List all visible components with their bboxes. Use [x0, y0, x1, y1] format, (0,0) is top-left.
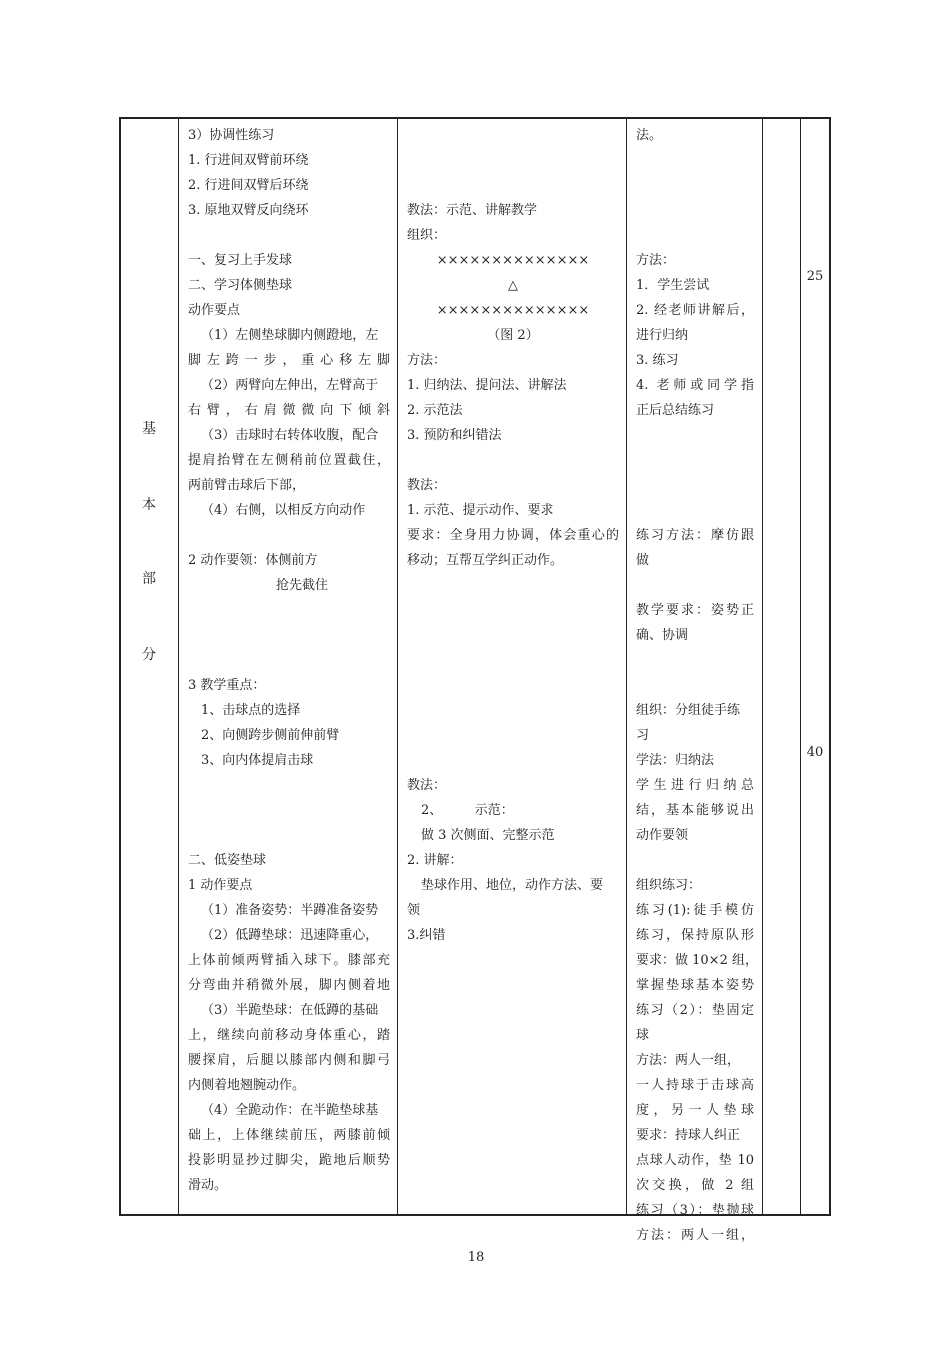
table-divider — [626, 117, 627, 1216]
text-line: 提肩抬臂在左侧稍前位置截住， — [188, 453, 390, 468]
text-line — [188, 223, 390, 248]
text-line: （2）两臂向左伸出，左臂高于 — [201, 378, 379, 393]
text-line: 方法：两人一组， — [636, 1053, 741, 1068]
time-cell: 40 — [806, 745, 824, 760]
text-line — [636, 173, 754, 198]
text-line: 1. 示范、提示动作、要求 — [407, 503, 554, 518]
text-line: 础上，上体继续前压，两膝前倾 — [188, 1128, 390, 1143]
text-line: 滑动。 — [188, 1178, 228, 1193]
text-line: 二、学习体侧垫球 — [188, 278, 293, 293]
text-line: 结，基本能够说出 — [636, 803, 754, 818]
text-line: 度，另一人垫球 — [636, 1103, 754, 1118]
text-line: （3）半跪垫球：在低蹲的基础 — [201, 1003, 379, 1018]
text-line: （4）右侧，以相反方向动作 — [201, 503, 366, 518]
text-line: 一人持球于击球高 — [636, 1078, 754, 1093]
method-column — [407, 123, 619, 948]
text-line — [188, 823, 390, 848]
text-line: 3 教学重点： — [188, 678, 266, 693]
text-line: 内侧着地翘腕动作。 — [188, 1078, 306, 1093]
text-line: 要求：做 10×2 组， — [636, 953, 758, 968]
text-line — [407, 698, 619, 723]
text-line: 一、复习上手发球 — [188, 253, 293, 268]
text-line — [407, 123, 619, 148]
text-line: 4. 老师或同学指 — [636, 378, 754, 393]
text-line — [636, 423, 754, 448]
text-line: 学生进行归纳总 — [636, 778, 754, 793]
text-line: 2. 讲解： — [407, 853, 463, 868]
text-line: 3. 预防和纠错法 — [407, 428, 502, 443]
text-line: 1、击球点的选择 — [201, 703, 301, 718]
text-line — [636, 223, 754, 248]
text-line — [636, 848, 754, 873]
text-line: 1. 归纳法、提问法、讲解法 — [407, 378, 567, 393]
text-line: 法。 — [636, 128, 663, 143]
text-line: 练习（2）：垫固定 — [636, 1003, 754, 1018]
section-label-char: 基 — [142, 421, 156, 437]
text-line — [188, 523, 390, 548]
text-line: △ — [508, 278, 518, 293]
text-line: 要求：全身用力协调，体会重心的 — [407, 528, 619, 543]
table-divider — [178, 117, 179, 1216]
text-line: 上体前倾两臂插入球下。膝部充 — [188, 953, 390, 968]
text-line — [636, 648, 754, 673]
text-line: 练习，保持原队形 — [636, 928, 754, 943]
text-line: 练习方法：摩仿跟 — [636, 528, 754, 543]
text-line — [407, 598, 619, 623]
text-line: 要求：持球人纠正 — [636, 1128, 741, 1143]
text-line: ×××××××××××××× — [436, 253, 590, 268]
text-line: 2、 示范： — [421, 803, 514, 818]
text-line: 1 动作要点 — [188, 878, 253, 893]
text-line — [636, 148, 754, 173]
text-line: 习 — [636, 728, 650, 743]
text-line: 2 动作要领：体侧前方 — [188, 553, 318, 568]
text-line: 3、向内体提肩击球 — [201, 753, 314, 768]
text-line: 正后总结练习 — [636, 403, 715, 418]
content-column — [188, 123, 390, 1198]
text-line: 两前臂击球后下部， — [188, 478, 306, 493]
text-line — [407, 148, 619, 173]
text-line: 二、低姿垫球 — [188, 853, 267, 868]
text-line: 教法： — [407, 778, 447, 793]
text-line: 3.纠错 — [407, 928, 446, 943]
text-line — [407, 623, 619, 648]
text-line: 动作要点 — [188, 303, 241, 318]
section-label-char: 分 — [142, 647, 156, 663]
text-line — [407, 173, 619, 198]
text-line: 教法： — [407, 478, 447, 493]
text-line — [407, 673, 619, 698]
text-line — [636, 198, 754, 223]
text-line — [407, 648, 619, 673]
text-line: 球 — [636, 1028, 650, 1043]
text-line: 练习(1):徒手模仿 — [636, 903, 754, 918]
text-line: 方法： — [407, 353, 447, 368]
text-line: 3）协调性练习 — [188, 128, 275, 143]
text-line: 做 3 次侧面、完整示范 — [421, 828, 555, 843]
section-label-char: 本 — [142, 497, 156, 513]
text-line — [188, 598, 390, 623]
text-line: （3）击球时右转体收腹，配合 — [201, 428, 379, 443]
text-line: 组织练习： — [636, 878, 702, 893]
text-line: 方法： — [636, 253, 676, 268]
text-line — [636, 573, 754, 598]
text-line: 垫球作用、地位，动作方法、要 — [421, 878, 604, 893]
text-line: 领 — [407, 903, 421, 918]
text-line: 2. 经老师讲解后， — [636, 303, 754, 318]
text-line: 抢先截住 — [276, 578, 329, 593]
text-line — [407, 573, 619, 598]
text-line: 确、协调 — [636, 628, 689, 643]
text-line: 2. 示范法 — [407, 403, 463, 418]
text-line: 方法：两人一组， — [636, 1228, 754, 1243]
text-line: （1）左侧垫球脚内侧蹬地，左 — [201, 328, 379, 343]
text-line: 次交换，做 2 组 — [636, 1178, 754, 1193]
text-line: 右臂，右肩微微向下倾斜 — [188, 403, 390, 418]
text-line: 2、向侧跨步侧前伸前臂 — [201, 728, 340, 743]
text-line: 教学要求：姿势正 — [636, 603, 754, 618]
text-line: 上，继续向前移动身体重心，踏 — [188, 1028, 390, 1043]
text-line: 移动；互帮互学纠正动作。 — [407, 553, 564, 568]
text-line: （图 2） — [487, 328, 539, 343]
text-line — [636, 673, 754, 698]
text-line: 动作要领 — [636, 828, 689, 843]
text-line: ×××××××××××××× — [436, 303, 590, 318]
text-line: （4）全跪动作：在半跪垫球基 — [201, 1103, 379, 1118]
text-line — [636, 448, 754, 473]
text-line — [188, 773, 390, 798]
student-activity-column — [636, 123, 758, 1248]
text-line — [188, 798, 390, 823]
text-line — [188, 623, 390, 648]
section-label-char: 部 — [142, 571, 156, 587]
text-line — [407, 448, 619, 473]
text-line: 组织：分组徒手练 — [636, 703, 741, 718]
text-line — [636, 473, 754, 498]
table-divider — [397, 117, 398, 1216]
text-line: 进行归纳 — [636, 328, 689, 343]
page-number: 18 — [467, 1250, 485, 1265]
text-line: 1. 行进间双臂前环绕 — [188, 153, 309, 168]
text-line: 练习（3）：垫抛球 — [636, 1203, 754, 1218]
time-cell: 25 — [806, 269, 824, 284]
text-line: 组织： — [407, 228, 447, 243]
table-divider — [762, 117, 763, 1216]
text-line: 腰探肩，后腿以膝部内侧和脚弓 — [188, 1053, 390, 1068]
text-line: 脚左跨一步，重心移左脚 — [188, 353, 390, 368]
text-line: 2. 行进间双臂后环绕 — [188, 178, 309, 193]
text-line — [636, 498, 754, 523]
text-line: 3. 练习 — [636, 353, 679, 368]
text-line: 分弯曲并稍微外展，脚内侧着地 — [188, 978, 390, 993]
text-line: 教法：示范、讲解教学 — [407, 203, 538, 218]
text-line — [407, 723, 619, 748]
text-line: 做 — [636, 553, 650, 568]
text-line: （1）准备姿势：半蹲准备姿势 — [201, 903, 379, 918]
text-line: 投影明显抄过脚尖，跪地后顺势 — [188, 1153, 390, 1168]
text-line — [188, 648, 390, 673]
text-line: 掌握垫球基本姿势 — [636, 978, 754, 993]
text-line: （2）低蹲垫球：迅速降重心， — [201, 928, 379, 943]
text-line: 点球人动作，垫 10 — [636, 1153, 754, 1168]
text-line: 3. 原地双臂反向绕环 — [188, 203, 309, 218]
text-line — [407, 748, 619, 773]
text-line: 1．学生尝试 — [636, 278, 710, 293]
text-line: 学法：归纳法 — [636, 753, 715, 768]
